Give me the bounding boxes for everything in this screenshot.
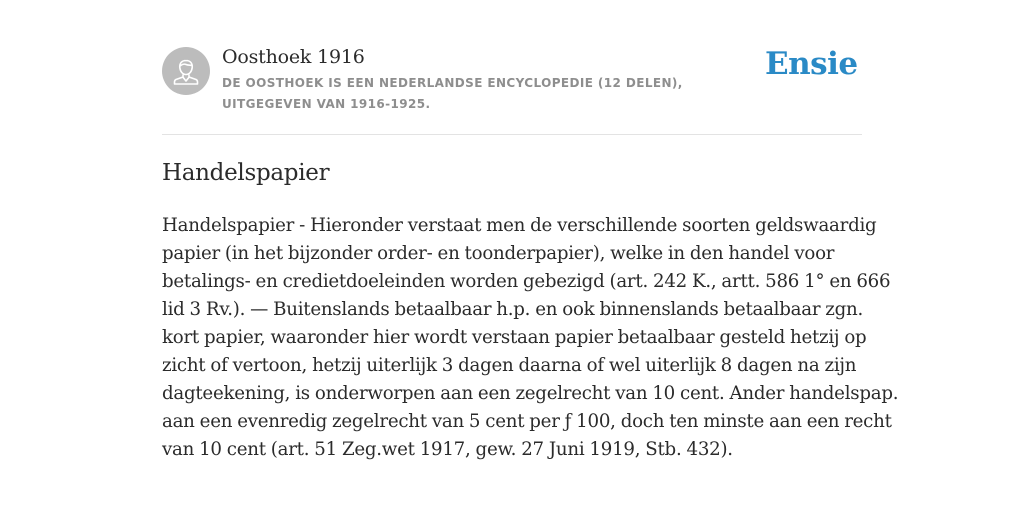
user-icon: [162, 47, 210, 95]
entry-body-line: zicht of vertoon, hetzij uiterlijk 3 dagen daarna of wel uiterlijk 8 dagen na zijn: [162, 355, 857, 376]
page-content: [162, 0, 899, 460]
entry-body-line: kort papier, waaronder hier wordt verstaan papier betaalbaar gesteld hetzij op: [162, 327, 867, 348]
source-avatar[interactable]: [162, 47, 210, 95]
source-title[interactable]: Oosthoek 1916: [222, 46, 365, 68]
entry-body-line: papier (in het bijzonder order- en toonderpapier), welke in den handel voor: [162, 243, 835, 264]
entry-body-line: van 10 cent (art. 51 Zeg.wet 1917, gew. 27 Juni 1919, Stb. 432).: [162, 439, 733, 460]
entry-body-line: Handelspapier - Hieronder verstaat men de verschillende soorten geldswaardig: [162, 215, 877, 236]
source-description: DE OOSTHOEK IS EEN NEDERLANDSE ENCYCLOPEDIE (12 DELEN), UITGEGEVEN VAN 1916-1925.: [222, 76, 683, 111]
entry-body-line: lid 3 Rv.). — Buitenslands betaalbaar h.p. en ook binnenslands betaalbaar zgn.: [162, 299, 864, 320]
entry-body-line: betalings- en credietdoeleinden worden gebezigd (art. 242 K., artt. 586 1° en 666: [162, 271, 891, 292]
entry-body: [162, 212, 899, 464]
source-header: [162, 0, 862, 135]
entry-title: Handelspapier: [162, 160, 330, 186]
brand-logo[interactable]: Ensie: [765, 46, 858, 82]
entry-body-line: aan een evenredig zegelrecht van 5 cent per ƒ 100, doch ten minste aan een recht: [162, 411, 892, 432]
entry-body-line: dagteekening, is onderworpen aan een zegelrecht van 10 cent. Ander handelspap.: [162, 383, 899, 404]
